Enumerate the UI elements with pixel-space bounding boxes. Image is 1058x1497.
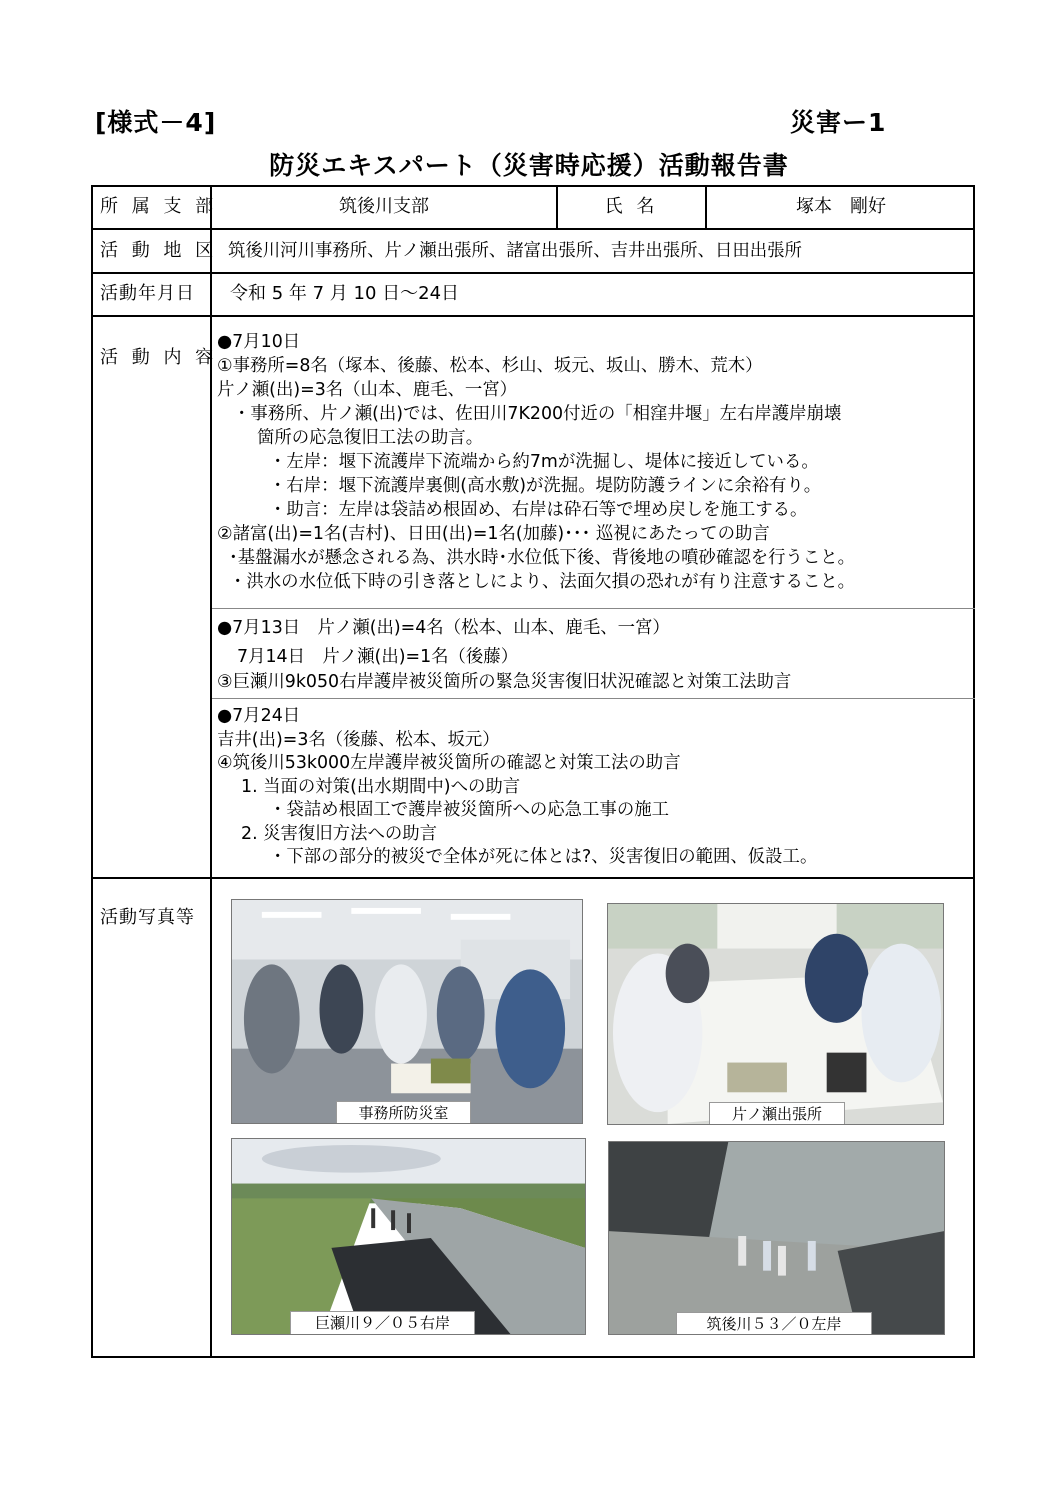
content-line: 箇所の応急復旧工法の助言。 — [257, 428, 484, 448]
content-line: ・袋詰め根固工で護岸被災箇所への応急工事の施工 — [269, 800, 669, 820]
content-line: ・右岸：堰下流護岸裏側(高水敷)が洗掘。堤防防護ラインに余裕有り。 — [269, 476, 822, 496]
content-line: ・左岸：堰下流護岸下流端から約7mが洗掘し、堤体に接近している。 — [269, 452, 819, 472]
content-line: ･基盤漏水が懸念される為、洪水時･水位低下後、背後地の噴砂確認を行うこと。 — [229, 548, 856, 568]
photo-caption: 巨瀬川９／０５右岸 — [290, 1311, 475, 1335]
photo-chikugo-river — [608, 1141, 945, 1335]
photo-caption: 片ノ瀬出張所 — [709, 1102, 845, 1125]
content-line: 7月14日 片ノ瀬(出)=1名（後藤） — [237, 647, 519, 667]
photo-katanose-office — [607, 903, 944, 1125]
sub-divider — [212, 698, 975, 699]
name-label: 氏 名 — [604, 196, 659, 217]
date-value: 令和 5 年 7 月 10 日～24日 — [230, 283, 460, 304]
branch-label: 所 属 支 部 — [100, 196, 218, 217]
sub-divider — [212, 608, 975, 609]
content-line: ●7月24日 — [217, 706, 301, 726]
content-line: ●7月10日 — [217, 332, 301, 352]
photo-caption: 筑後川５３／０左岸 — [676, 1312, 872, 1335]
content-line: ・洪水の水位低下時の引き落としにより、法面欠損の恐れが有り注意すること。 — [229, 572, 856, 592]
content-line: ・助言：左岸は袋詰め根固め、右岸は砕石等で埋め戻しを施工する。 — [269, 500, 808, 520]
date-label: 活動年月日 — [100, 283, 195, 304]
content-line: ④筑後川53k000左岸護岸被災箇所の確認と対策工法の助言 — [217, 753, 681, 773]
row-divider — [91, 877, 975, 879]
area-label: 活 動 地 区 — [100, 240, 218, 261]
activity-block-july13 — [217, 614, 791, 697]
content-line: 1. 当面の対策(出水期間中)への助言 — [241, 776, 521, 797]
row-divider — [91, 272, 975, 274]
content-line: ③巨瀬川9k050右岸護岸被災箇所の緊急災害復旧状況確認と対策工法助言 — [217, 672, 792, 692]
content-line: 2. 災害復旧方法への助言 — [241, 823, 438, 844]
branch-value: 筑後川支部 — [339, 196, 429, 217]
name-value: 塚本 剛好 — [796, 196, 886, 217]
content-line: ①事務所=8名（塚本、後藤、松本、杉山、坂元、坂山、勝木、荒木） — [217, 356, 763, 376]
photos-label: 活動写真等 — [100, 907, 195, 928]
content-line: ②諸富(出)=1名(吉村)、日田(出)=1名(加藤)･･･ 巡視にあたっての助言 — [217, 524, 770, 544]
content-line: ・事務所、片ノ瀬(出)では、佐田川7K200付近の「相窪井堰」左右岸護岸崩壊 — [233, 404, 842, 424]
row-divider — [91, 228, 975, 230]
content-line: ●7月13日 片ノ瀬(出)=4名（松本、山本、鹿毛、一宮） — [217, 618, 670, 638]
activity-block-july10 — [217, 330, 855, 594]
content-label: 活 動 内 容 — [100, 347, 218, 368]
content-line: 片ノ瀬(出)=3名（山本、鹿毛、一宮） — [217, 380, 518, 400]
photo-caption: 事務所防災室 — [336, 1101, 471, 1124]
disaster-number: 災害ー1 — [790, 108, 887, 137]
form-number: [様式－4] — [95, 108, 217, 137]
content-line: 吉井(出)=3名（後藤、松本、坂元） — [217, 729, 500, 750]
row-divider — [91, 315, 975, 317]
activity-block-july24 — [217, 705, 817, 870]
photo-office-disaster-room — [231, 899, 583, 1124]
document-title: 防災エキスパート（災害時応援）活動報告書 — [269, 151, 789, 180]
content-line: ・下部の部分的被災で全体が死に体とは?、災害復旧の範囲、仮設工。 — [269, 847, 818, 867]
photo-kose-river — [231, 1138, 586, 1335]
area-value: 筑後川河川事務所、片ノ瀬出張所、諸富出張所、吉井出張所、日田出張所 — [228, 241, 802, 261]
